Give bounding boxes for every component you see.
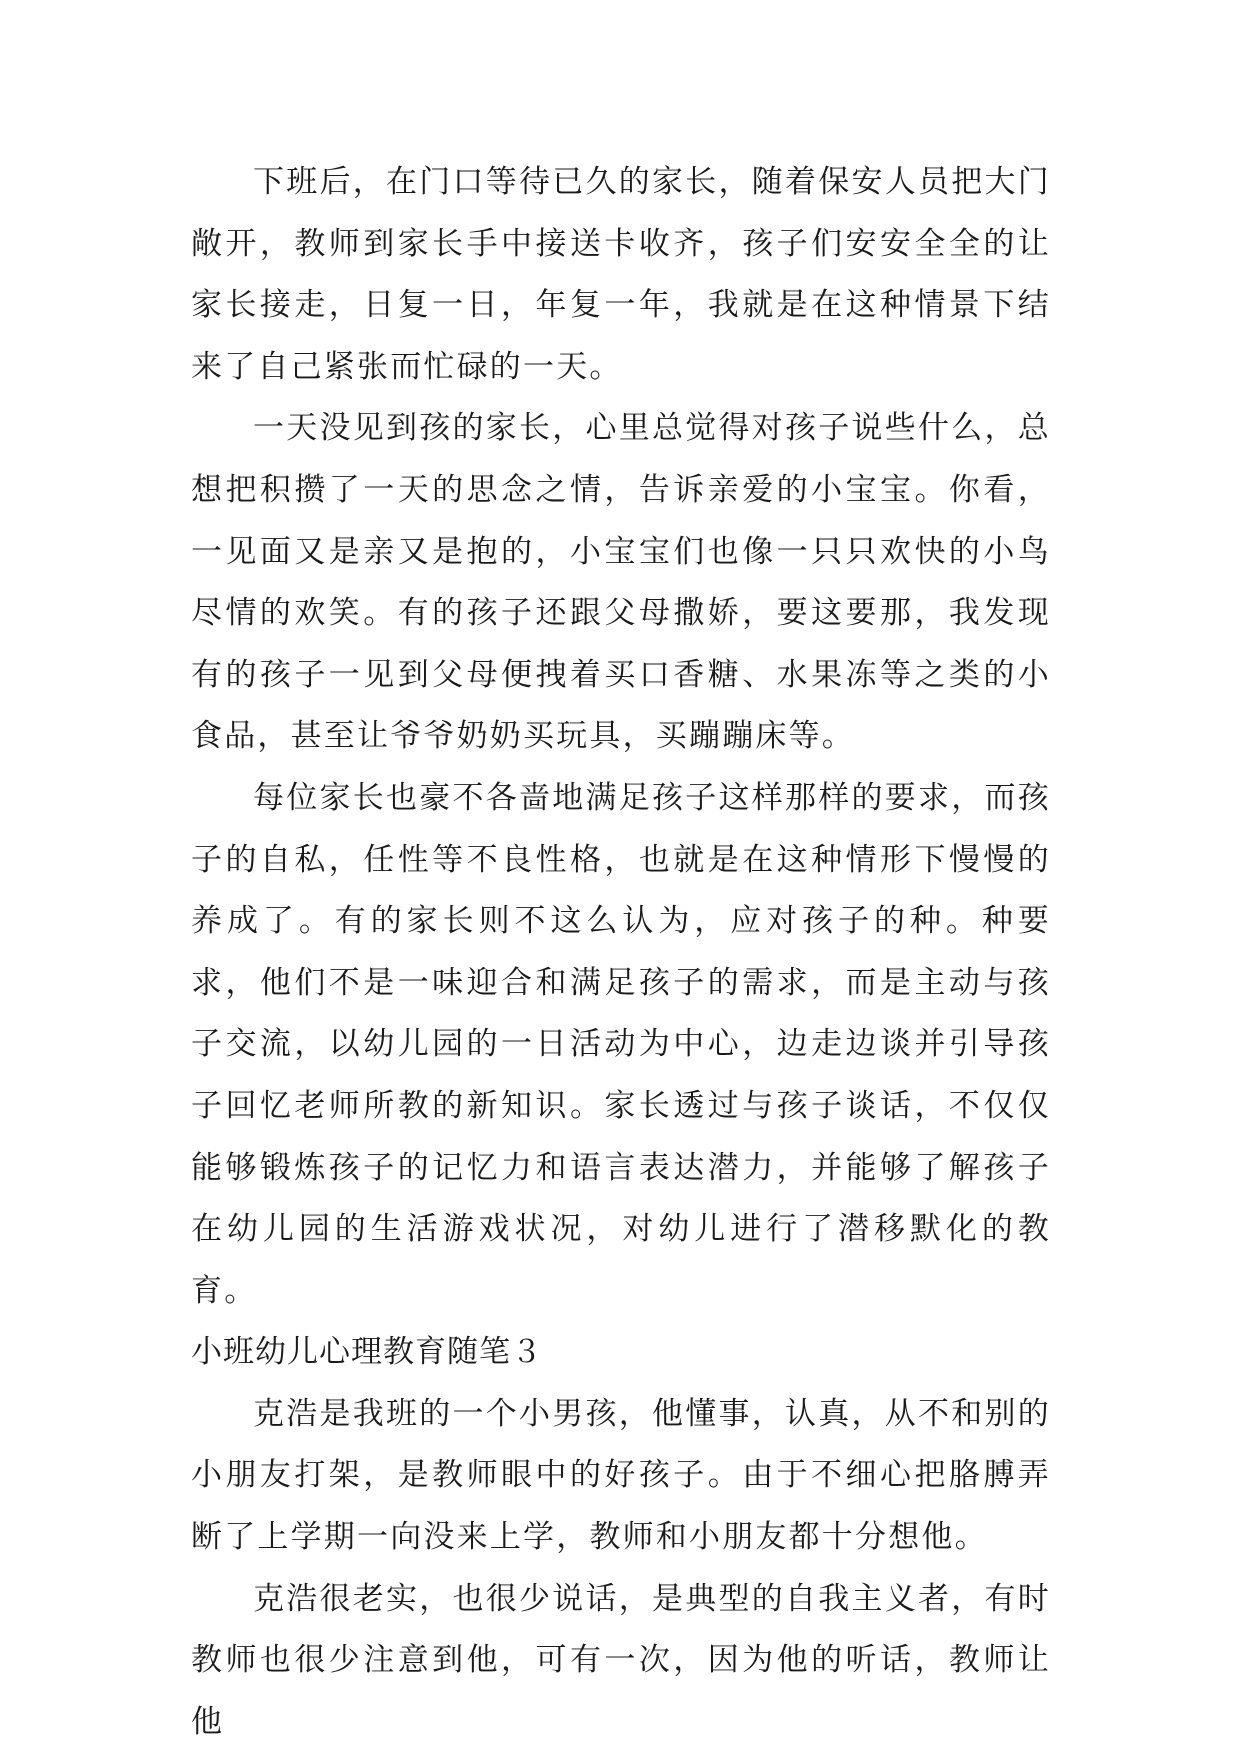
paragraph-1: 下班后，在门口等待已久的家长，随着保安人员把大门敞开，教师到家长手中接送卡收齐，孩子们安安全全的让家长接走，日复一日，年复一年，我就是在这种情景下结来了自己紧张而忙碌的一天。	[191, 164, 1051, 385]
paragraph-3: 每位家长也豪不各啬地满足孩子这样那样的要求，而孩子的自私，任性等不良性格，也就是在这种情形下慢慢的养成了。有的家长则不这么认为，应对孩子的种。种要求，他们不是一味迎合和满足孩子的需求，而是主动与孩子交流，以幼儿园的一日活动为中心，边走边谈并引导孩子回忆老师所教的新知识。家长透过与孩子谈话，不仅仅能够锻炼孩子的记忆力和语言表达潜力，并能够了解孩子在幼儿园的生活游戏状况，对幼儿进行了潜移默化的教育。	[191, 779, 1051, 1309]
section-heading: 小班幼儿心理教育随笔３	[191, 1334, 543, 1371]
section-paragraph-2: 克浩很老实，也很少说话，是典型的自我主义者，有时教师也很少注意到他，可有一次，因为他的听话，教师让他	[191, 1580, 1051, 1740]
document-body	[191, 152, 1051, 1753]
paragraph-2: 一天没见到孩的家长，心里总觉得对孩子说些什么，总想把积攒了一天的思念之情，告诉亲爱的小宝宝。你看，一见面又是亲又是抱的，小宝宝们也像一只只欢快的小鸟尽情的欢笑。有的孩子还跟父母撒娇，要这要那，我发现有的孩子一见到父母便拽着买口香糖、水果冻等之类的小食品，甚至让爷爷奶奶买玩具，买蹦蹦床等。	[191, 410, 1051, 755]
section-paragraph-1: 克浩是我班的一个小男孩，他懂事，认真，从不和别的小朋友打架，是教师眼中的好孩子。由于不细心把胳膊弄断了上学期一向没来上学，教师和小朋友都十分想他。	[191, 1395, 1051, 1556]
